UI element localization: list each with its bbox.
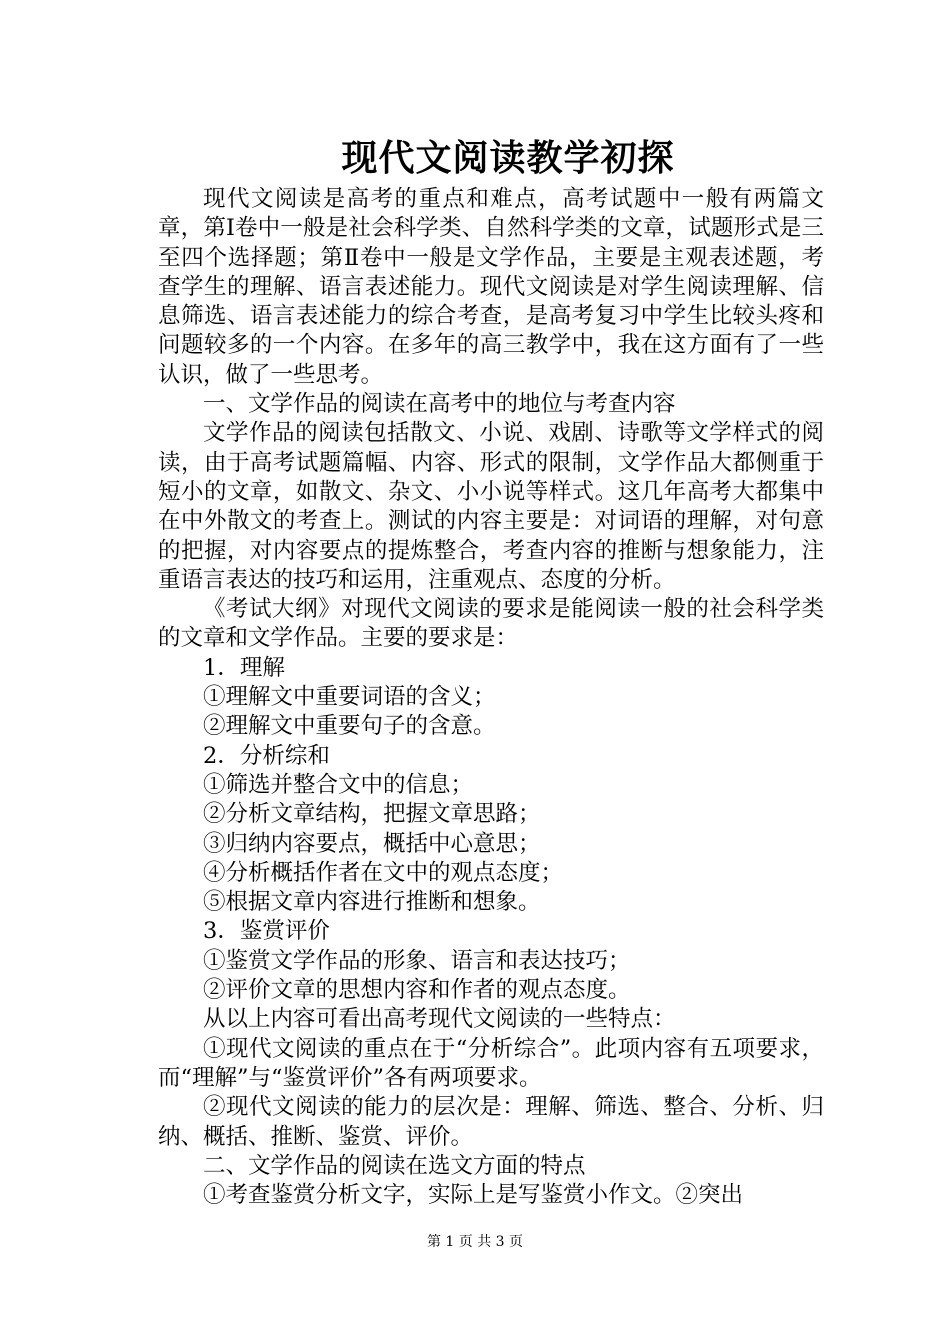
list-item: ④分析概括作者在文中的观点态度； bbox=[203, 859, 564, 886]
document-title: 现代文阅读教学初探 bbox=[341, 137, 675, 179]
literature-paragraph: 文学作品的阅读包括散文、小说、戏剧、诗歌等文学样式的阅读，由于高考试题篇幅、内容、形式的限制，文学作品大都侧重于短小的文章，如散文、杂文、小小说等样式。这几年高考大都集中在中外散文的考查上。测试的内容主要是：对词语的理解，对句意的把握，对内容要点的提炼整合，考查内容的推断与想象能力，注重语言表达的技巧和运用，注重观点、态度的分析。 bbox=[158, 420, 824, 593]
document-body bbox=[158, 185, 824, 1210]
list-item: ③归纳内容要点，概括中心意思； bbox=[203, 830, 541, 857]
list-item: ⑤根据文章内容进行推断和想象。 bbox=[203, 889, 541, 916]
list-item: ②评价文章的思想内容和作者的观点态度。 bbox=[203, 977, 631, 1004]
page-footer: 第 1 页 共 3 页 bbox=[426, 1234, 524, 1250]
syllabus-paragraph: 《考试大纲》对现代文阅读的要求是能阅读一般的社会科学类的文章和文学作品。主要的要求是： bbox=[158, 596, 824, 652]
list-item: 2．分析综和 bbox=[203, 742, 330, 769]
summary-point-2: ②现代文阅读的能力的层次是：理解、筛选、整合、分析、归纳、概括、推断、鉴赏、评价。 bbox=[158, 1094, 824, 1150]
list-item: ②理解文中重要句子的含意。 bbox=[203, 713, 496, 740]
list-item: ①筛选并整合文中的信息； bbox=[203, 771, 474, 798]
summary-intro: 从以上内容可看出高考现代文阅读的一些特点： bbox=[203, 1006, 676, 1033]
list-item: ①鉴赏文学作品的形象、语言和表达技巧； bbox=[203, 947, 631, 974]
intro-paragraph: 现代文阅读是高考的重点和难点，高考试题中一般有两篇文章，第Ⅰ卷中一般是社会科学类、自然科学类的文章，试题形式是三至四个选择题；第Ⅱ卷中一般是文学作品，主要是主观表述题，考查学生的理解、语言表述能力。现代文阅读是对学生阅读理解、信息筛选、语言表述能力的综合考查，是高考复习中学生比较头疼和问题较多的一个内容。在多年的高三教学中，我在这方面有了一些认识，做了一些思考。 bbox=[158, 186, 824, 388]
list-item: ②分析文章结构，把握文章思路； bbox=[203, 801, 541, 828]
section-heading-2: 二、文学作品的阅读在选文方面的特点 bbox=[203, 1152, 586, 1179]
section-heading-1: 一、文学作品的阅读在高考中的地位与考查内容 bbox=[203, 391, 676, 418]
list-item: 3．鉴赏评价 bbox=[203, 918, 330, 945]
list-item: 1．理解 bbox=[203, 654, 285, 681]
list-item: ①理解文中重要词语的含义； bbox=[203, 684, 496, 711]
section-2-text: ①考查鉴赏分析文字，实际上是写鉴赏小作文。②突出 bbox=[203, 1182, 744, 1209]
summary-point-1: ①现代文阅读的重点在于“分析综合”。此项内容有五项要求，而“理解”与“鉴赏评价”各有两项要求。 bbox=[158, 1035, 824, 1091]
